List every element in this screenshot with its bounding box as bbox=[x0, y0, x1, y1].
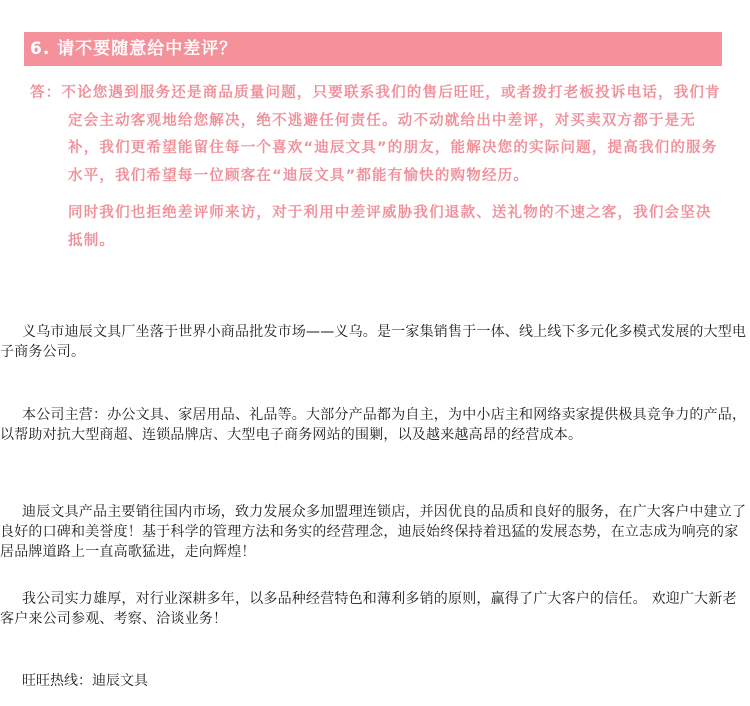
faq-answer-paragraph: 答：不论您遇到服务还是商品质量问题，只要联系我们的售后旺旺，或者拨打老板投诉电话，我们肯定会主动客观地给您解决，绝不逃避任何责任。动不动就给出中差评，对买卖双方都于是无补，我们更希望能留住每一个喜欢“迪辰文具”的朋友，能解决您的实际问题，提高我们的服务水平，我们希望每一位顾客在“迪辰文具”都能有愉快的购物经历。 bbox=[30, 85, 721, 184]
market-paragraph: 迪辰文具产品主要销往国内市场，致力发展众多加盟理连锁店，并因优良的品质和良好的服务，在广大客户中建立了良好的口碑和美誉度！基于科学的管理方法和务实的经营理念，迪辰始终保持着迅猛的发展态势，在立志成为响亮的家居品牌道路上一直高歌猛进，走向辉煌！ bbox=[0, 504, 747, 560]
faq-answer-paragraph: 同时我们也拒绝差评师来访，对于利用中差评威胁我们退款、送礼物的不速之客，我们会坚决抵制。 bbox=[68, 205, 712, 249]
main-business-paragraph: 本公司主营：办公文具、家居用品、礼品等。大部分产品都为自主，为中小店主和网络卖家提供极具竞争力的产品，以帮助对抗大型商超、连锁品牌店、大型电子商务网站的围剿，以及越来越高昂的经营成本。 bbox=[0, 407, 747, 443]
faq-question-header: 6. 请不要随意给中差评？ bbox=[24, 32, 722, 66]
company-intro-paragraph: 义乌市迪辰文具厂坐落于世界小商品批发市场——义乌。是一家集销售于一体、线上线下多元化多模式发展的大型电子商务公司。 bbox=[0, 324, 747, 360]
faq-answer bbox=[30, 80, 725, 255]
welcome-paragraph: 我公司实力雄厚，对行业深耕多年，以多品种经营特色和薄利多销的原则，赢得了广大客户的信任。 欢迎广大新老客户来公司参观、考察、洽谈业务！ bbox=[0, 591, 737, 627]
wangwang-hotline: 旺旺热线：迪辰文具 bbox=[22, 673, 148, 689]
